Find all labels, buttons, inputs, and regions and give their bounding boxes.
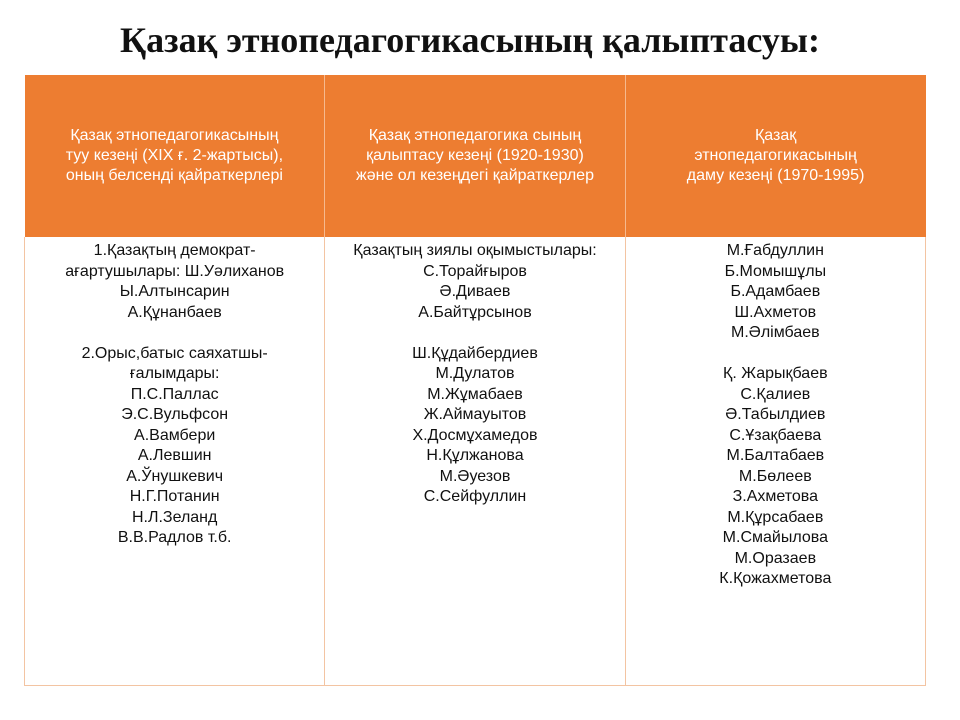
list-item: С.Торайғыров xyxy=(423,262,527,280)
list-item: Б.Момышұлы xyxy=(724,262,827,280)
list-item: 2.Орыс,батыс саяхатшы- xyxy=(81,344,268,362)
list-item: Қазақтың зиялы оқымыстылары: xyxy=(353,242,597,259)
list-item: М.Әлімбаев xyxy=(731,324,820,341)
list-item: Ш.Құдайбердиев xyxy=(412,344,538,362)
column-development-period xyxy=(625,237,925,686)
list-item: К.Қожахметова xyxy=(719,570,832,587)
column-birth-period xyxy=(25,237,325,686)
list-item: Ә.Диваев xyxy=(439,283,511,300)
list-item: М.Смайылова xyxy=(722,529,828,546)
header-line: Қазақ этнопедагогикасының xyxy=(70,127,279,144)
header-line: туу кезеңі (XIX ғ. 2-жартысы), xyxy=(65,147,284,164)
content-row xyxy=(25,237,926,686)
list-item: Ш.Ахметов xyxy=(734,303,817,321)
header-line: Қазақ этнопедагогика сының xyxy=(368,127,582,144)
list-item: В.В.Радлов т.б. xyxy=(117,529,232,546)
header-line: этнопедагогикасының xyxy=(694,147,857,164)
list-item: П.С.Паллас xyxy=(130,385,219,403)
list-item: М.Жұмабаев xyxy=(427,385,523,403)
header-line: оның белсенді қайраткерлері xyxy=(65,167,283,184)
list-item: С.Қалиев xyxy=(740,385,811,403)
list-item: Н.Құлжанова xyxy=(426,447,524,464)
list-item: Ә.Табылдиев xyxy=(725,406,826,423)
list-item: Б.Адамбаев xyxy=(730,283,821,300)
list-item: А.Левшин xyxy=(137,447,212,464)
list-item: М.Әуезов xyxy=(439,467,511,485)
group-gap xyxy=(634,344,917,365)
list-item: А.Байтұрсынов xyxy=(418,303,532,321)
list-item: М.Балтабаев xyxy=(726,447,825,464)
header-development-period xyxy=(625,75,925,237)
header-line: және ол кезеңдегі қайраткерлер xyxy=(356,167,594,184)
list-item: А.Құнанбаев xyxy=(127,303,222,321)
list-item: ғалымдары: xyxy=(129,365,220,382)
header-line: қалыптасу кезеңі (1920-1930) xyxy=(366,147,584,164)
group-gap xyxy=(33,323,316,344)
group-gap xyxy=(333,323,616,344)
list-item: С.Ұзақбаева xyxy=(729,426,822,444)
header-line: Қазақ xyxy=(754,127,797,144)
periods-table xyxy=(24,75,926,686)
list-item: А.Вамбери xyxy=(134,426,216,444)
list-item: Н.Л.Зеланд xyxy=(131,508,218,526)
list-item: Қ. Жарықбаев xyxy=(723,365,828,382)
list-item: ағартушылары: Ш.Уәлиханов xyxy=(65,262,285,280)
list-item: М.Ғабдуллин xyxy=(726,242,824,259)
list-item: Ж.Аймауытов xyxy=(423,406,527,423)
list-item: А.Ўнушкевич xyxy=(126,467,224,485)
slide-title: Қазақ этнопедагогикасының қалыптасуы: xyxy=(120,20,820,60)
list-item: Ы.Алтынсарин xyxy=(119,283,230,300)
list-item: М.Оразаев xyxy=(734,549,817,567)
list-item: З.Ахметова xyxy=(732,488,819,505)
header-row xyxy=(25,75,926,237)
list-item: М.Құрсабаев xyxy=(727,508,824,526)
list-item: М.Бөлеев xyxy=(738,467,812,485)
column-formation-period xyxy=(325,237,625,686)
list-item: Н.Г.Потанин xyxy=(129,488,220,505)
list-item: 1.Қазақтың демократ- xyxy=(93,242,256,259)
header-birth-period xyxy=(25,75,325,237)
header-formation-period xyxy=(325,75,625,237)
list-item: Э.С.Вульфсон xyxy=(121,406,229,423)
list-item: Х.Досмұхамедов xyxy=(412,426,538,444)
list-item: С.Сейфуллин xyxy=(423,488,527,505)
list-item: М.Дулатов xyxy=(435,365,515,382)
header-line: даму кезеңі (1970-1995) xyxy=(686,167,865,184)
